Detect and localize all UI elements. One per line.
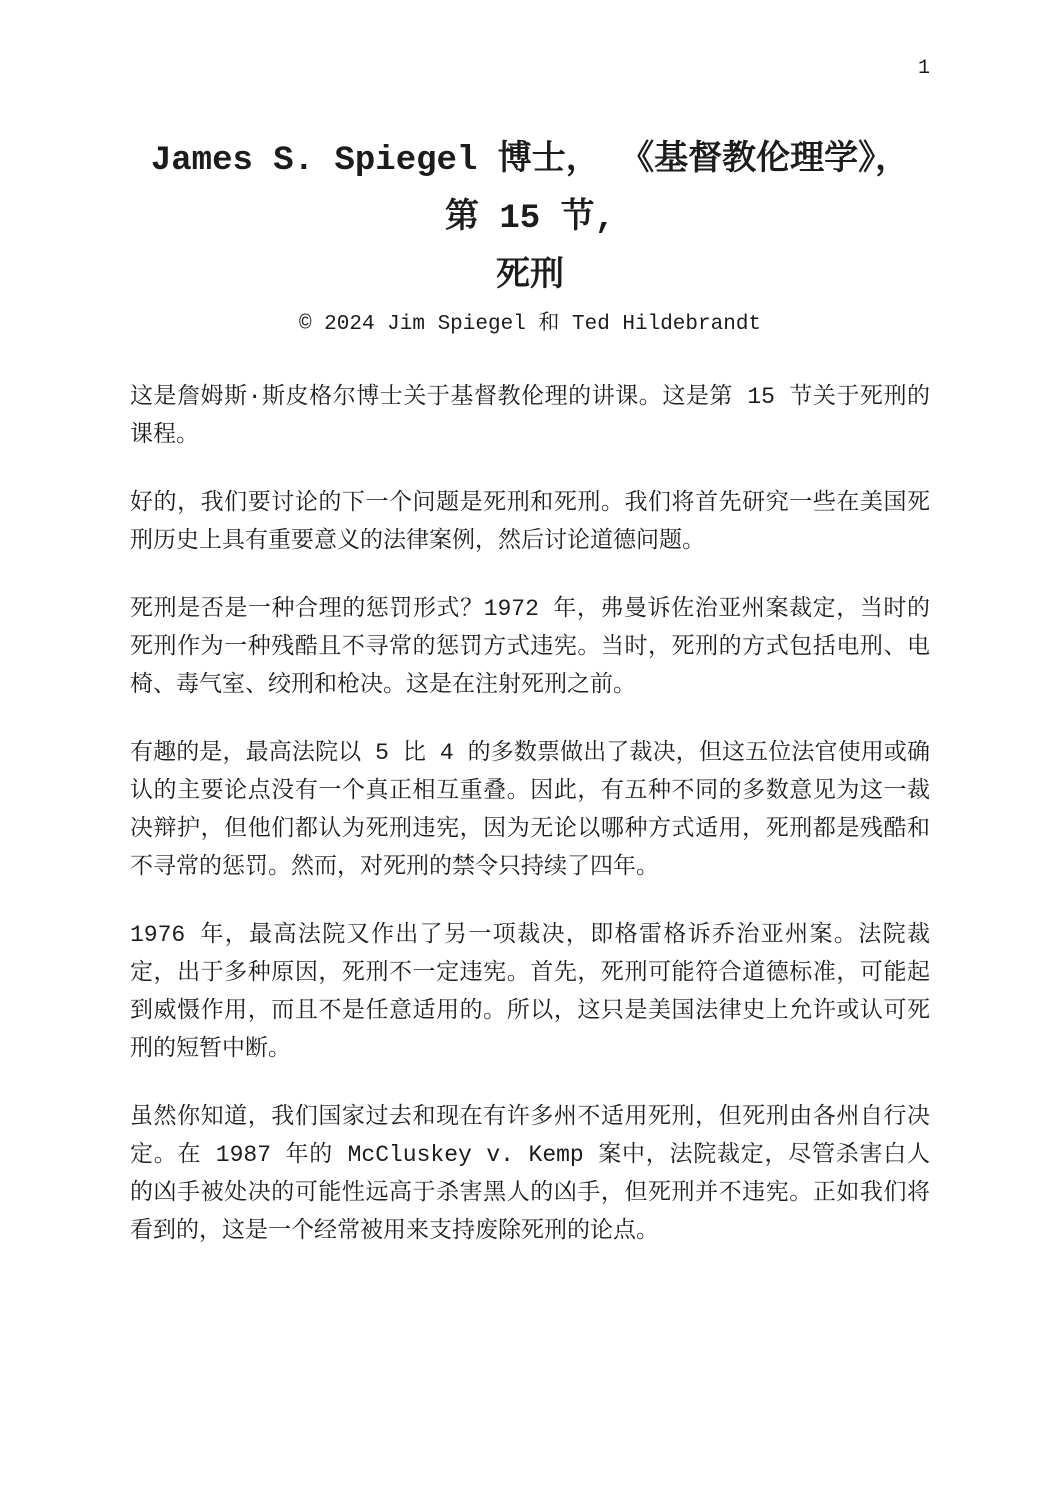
paragraph: 1976 年，最高法院又作出了另一项裁决，即格雷格诉乔治亚州案。法院裁定，出于多种原因，死刑不一定违宪。首先，死刑可能符合道德标准，可能起到威慑作用，而且不是任意适用的。所以，这只是美国法律史上允许或认可死刑的短暂中断。 (130, 922, 930, 1062)
document-title (130, 132, 930, 306)
paragraph: 虽然你知道，我们国家过去和现在有许多州不适用死刑，但死刑由各州自行决定。在 1987 年的 McCluskey v. Kemp 案中，法院裁定，尽管杀害白人的凶手被处决的可能性远高于杀害黑人的凶手，但死刑并不违宪。正如我们将看到的，这是一个经常被用来支持废除死刑的论点。 (130, 1104, 930, 1244)
body-text (130, 378, 930, 1250)
document-title-line-3: 死刑 (496, 258, 564, 296)
paragraph: 这是詹姆斯·斯皮格尔博士关于基督教伦理的讲课。这是第 15 节关于死刑的课程。 (130, 384, 930, 448)
paragraph: 死刑是否是一种合理的惩罚形式？1972 年，弗曼诉佐治亚州案裁定，当时的死刑作为一种残酷且不寻常的惩罚方式违宪。当时，死刑的方式包括电刑、电椅、毒气室、绞刑和枪决。这是在注射死刑之前。 (130, 596, 930, 698)
paragraph: 有趣的是，最高法院以 5 比 4 的多数票做出了裁决，但这五位法官使用或确认的主要论点没有一个真正相互重叠。因此，有五种不同的多数意见为这一裁决辩护，但他们都认为死刑违宪，因为无论以哪种方式适用，死刑都是残酷和不寻常的惩罚。然而，对死刑的禁令只持续了四年。 (130, 740, 930, 880)
document-title-line-2: 第 15 节, (444, 200, 616, 238)
document-title-line-1: James S. Spiegel 博士， 《基督教伦理学》， (150, 142, 910, 180)
page-number: 1 (917, 57, 930, 80)
paragraph: 好的，我们要讨论的下一个问题是死刑和死刑。我们将首先研究一些在美国死刑历史上具有重要意义的法律案例，然后讨论道德问题。 (130, 490, 930, 554)
copyright-line: © 2024 Jim Spiegel 和 Ted Hildebrandt (298, 313, 762, 336)
